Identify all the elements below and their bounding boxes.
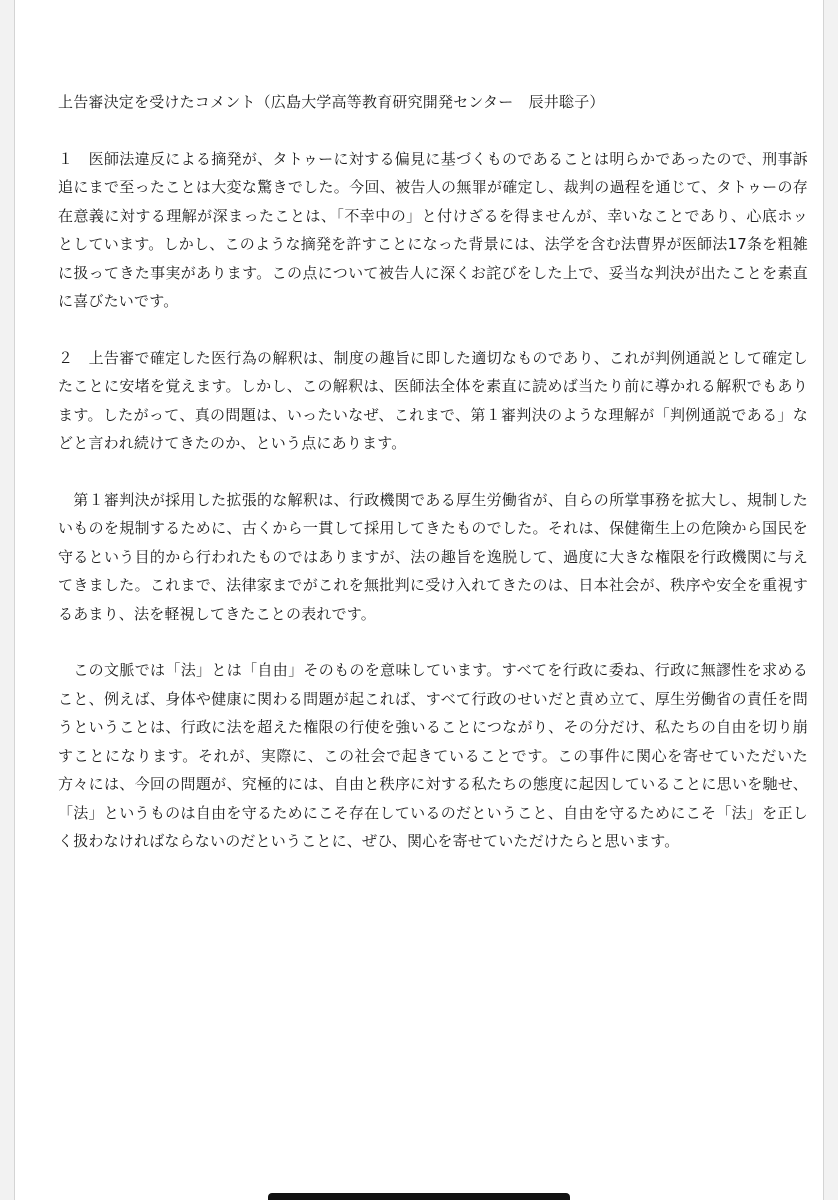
paragraph-4: この文脈では「法」とは「自由」そのものを意味しています。すべてを行政に委ね、行政に無謬性を求めること、例えば、身体や健康に関わる問題が起これば、すべて行政のせいだと責め立て、厚生労働省の責任を問うということは、行政に法を超えた権限の行使を強いることにつながり、その分だけ、私たちの自由を切り崩すことになります。それが、実際に、この社会で起きていることです。この事件に関心を寄せていただいた方々には、今回の問題が、究極的には、自由と秩序に対する私たちの態度に起因していることに思いを馳せ、「法」というものは自由を守るためにこそ存在しているのだということ、自由を守るためにこそ「法」を正しく扱わなければならないのだということに、ぜひ、関心を寄せていただけたらと思います。: [58, 661, 808, 850]
home-indicator-bar[interactable]: [268, 1193, 570, 1200]
paragraph-3: 第１審判決が採用した拡張的な解釈は、行政機関である厚生労働省が、自らの所掌事務を拡大し、規制したいものを規制するために、古くから一貫して採用してきたものでした。それは、保健衛生上の危険から国民を守るという目的から行われたものではありますが、法の趣旨を逸脱して、過度に大きな権限を行政機関に与えてきました。これまで、法律家までがこれを無批判に受け入れてきたのは、日本社会が、秩序や安全を重視するあまり、法を軽視してきたことの表れです。: [58, 490, 808, 623]
paragraph-1: １ 医師法違反による摘発が、タトゥーに対する偏見に基づくものであることは明らかであったので、刑事訴追にまで至ったことは大変な驚きでした。今回、被告人の無罪が確定し、裁判の過程を通じて、タトゥーの存在意義に対する理解が深まったことは、「不幸中の」と付けざるを得ませんが、幸いなことであり、心底ホッとしています。しかし、このような摘発を許すことになった背景には、法学を含む法曹界が医師法17条を粗雑に扱ってきた事実があります。この点について被告人に深くお詫びをした上で、妥当な判決が出たことを素直に喜びたいです。: [58, 149, 808, 310]
document-page: [14, 0, 824, 1200]
document-body: [58, 88, 808, 856]
paragraph-2: ２ 上告審で確定した医行為の解釈は、制度の趣旨に即した適切なものであり、これが判例通説として確定したことに安堵を覚えます。しかし、この解釈は、医師法全体を素直に読めば当たり前に導かれる解釈でもあります。したがって、真の問題は、いったいなぜ、これまで、第１審判決のような理解が「判例通説である」などと言われ続けてきたのか、という点にあります。: [58, 348, 808, 452]
paragraph-spacer: [58, 628, 808, 656]
paragraph-spacer: [58, 316, 808, 344]
paragraph-spacer: [58, 458, 808, 486]
document-title: 上告審決定を受けたコメント（広島大学高等教育研究開発センター 辰井聡子）: [58, 93, 605, 111]
